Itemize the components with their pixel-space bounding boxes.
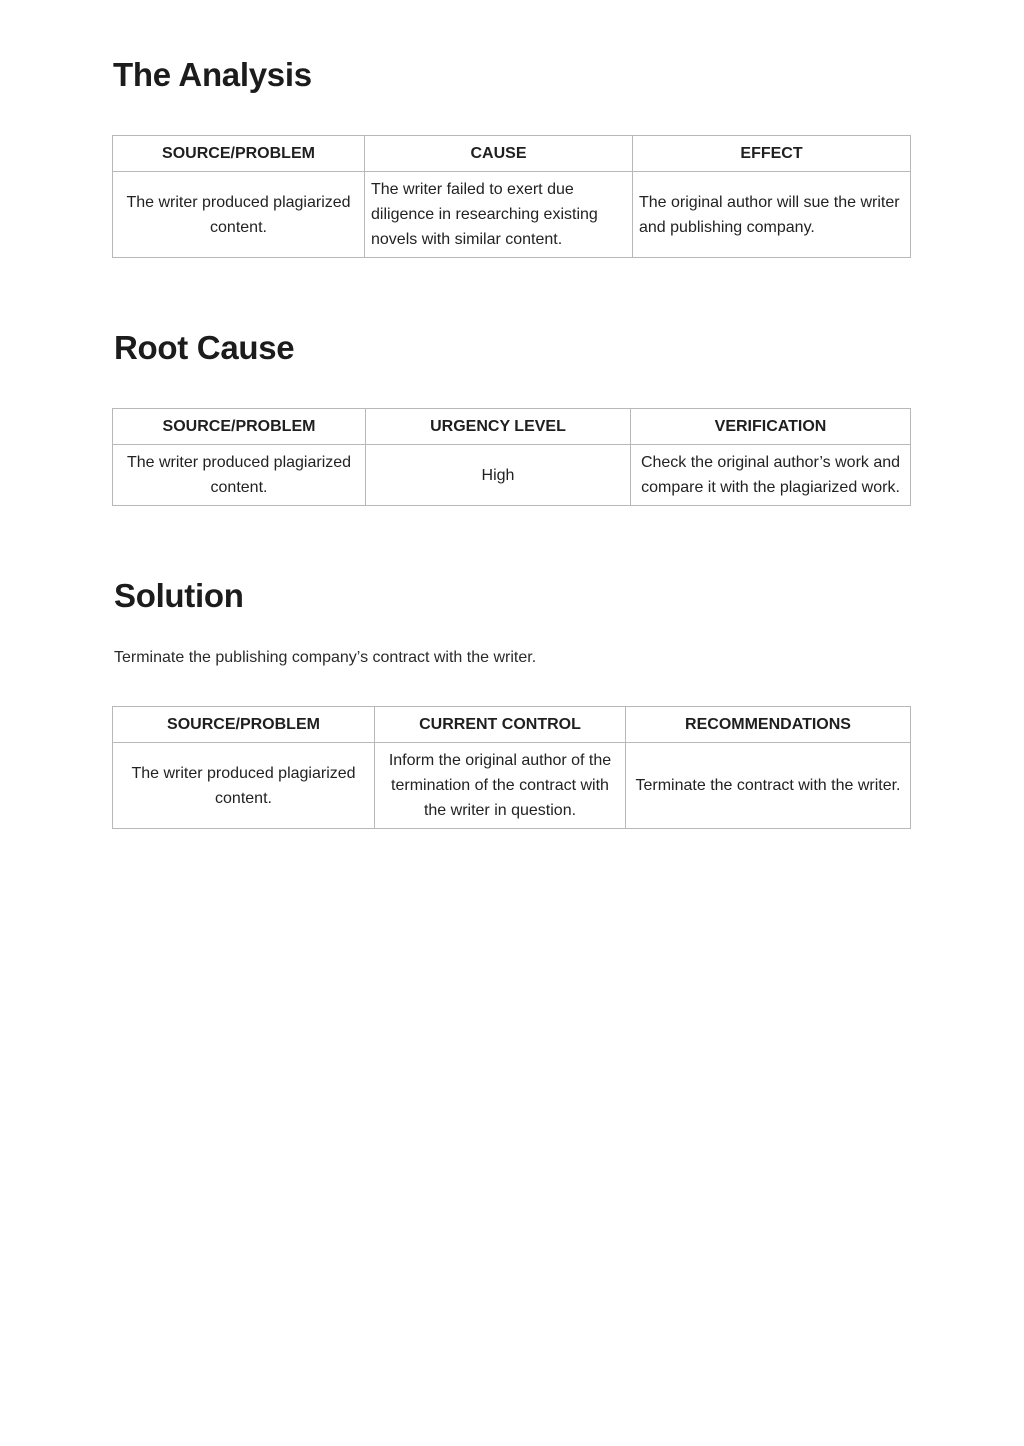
table-header-cell: SOURCE/PROBLEM <box>113 707 375 743</box>
analysis-table <box>112 135 911 258</box>
analysis-heading: The Analysis <box>113 56 312 93</box>
table-header-cell: EFFECT <box>633 136 911 172</box>
root-cause-table <box>112 408 911 506</box>
table-cell: The writer failed to exert due diligence in researching existing novels with similar content. <box>365 172 633 258</box>
table-header-row <box>113 409 911 445</box>
table-row <box>113 172 911 258</box>
solution-text: Terminate the publishing company’s contract with the writer. <box>114 649 537 666</box>
table-header-cell: RECOMMENDATIONS <box>626 707 911 743</box>
table-header-cell: VERIFICATION <box>631 409 911 445</box>
table-row <box>113 743 911 829</box>
table-cell: Inform the original author of the termination of the contract with the writer in question. <box>375 743 626 829</box>
solution-table <box>112 706 911 829</box>
table-header-row <box>113 707 911 743</box>
table-cell: The original author will sue the writer and publishing company. <box>633 172 911 258</box>
root-cause-heading: Root Cause <box>114 329 295 366</box>
solution-heading: Solution <box>114 577 244 614</box>
table-cell: The writer produced plagiarized content. <box>113 743 375 829</box>
table-cell: Terminate the contract with the writer. <box>626 743 911 829</box>
table-cell: The writer produced plagiarized content. <box>113 172 365 258</box>
urgency-level-cell: High <box>366 445 631 506</box>
table-row <box>113 445 911 506</box>
table-header-cell: SOURCE/PROBLEM <box>113 409 366 445</box>
table-header-row <box>113 136 911 172</box>
table-header-cell: URGENCY LEVEL <box>366 409 631 445</box>
table-header-cell: CAUSE <box>365 136 633 172</box>
table-cell: The writer produced plagiarized content. <box>113 445 366 506</box>
table-header-cell: CURRENT CONTROL <box>375 707 626 743</box>
table-header-cell: SOURCE/PROBLEM <box>113 136 365 172</box>
table-cell: Check the original author’s work and compare it with the plagiarized work. <box>631 445 911 506</box>
